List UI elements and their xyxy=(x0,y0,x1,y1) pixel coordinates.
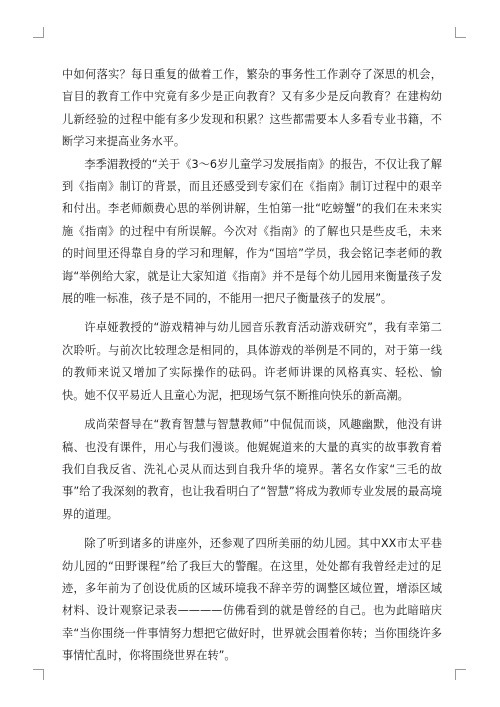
paragraph-cheng-shangrong-talk: 成尚荣督导在“教育智慧与智慧教师”中侃侃而谈，风趣幽默，他没有讲稿、也没有课件，用心与我们漫谈。他娓娓道来的大量的真实的故事教育着我们自我反省、洗礼心灵从而达到自我升华的境界。著名女作家“三毛的故事”给了我深刻的教育，也让我看明白了“智慧”将成为教师专业发展的最高境界的道理。 xyxy=(62,418,442,521)
crop-mark-bottom-right xyxy=(455,669,466,680)
paragraph-kindergarten-visits: 除了听到诸多的讲座外，还参观了四所美丽的幼儿园。其中XX市太平巷幼儿园的“田野课程”给了我巨大的警醒。在这里，处处都有我曾经走过的足迹，多年前为了创设优质的区域环境我不辞辛劳的调整区域位置，增添区域材料、设计观察记录表————仿佛看到的就是曾经的自己。也为此暗暗庆幸“当你围绕一件事情努力想把它做好时，世界就会围着你转；当你围绕许多事情忙乱时，你将围绕世界在转”。 xyxy=(62,537,442,663)
paragraph-gap xyxy=(62,407,442,414)
paragraph-xu-zhuoya-lecture: 许卓娅教授的“游戏精神与幼儿园音乐教育活动游戏研究”，我有幸第二次聆听。与前次比较理念是相同的，具体游戏的举例是不同的，对于第一线的教师来说又增加了实际操作的砝码。许老师讲课的风格真实、轻松、愉快。她不仅平易近人且童心为泥，把现场气氛不断推向快乐的新高潮。 xyxy=(62,321,442,402)
crop-mark-bottom-left xyxy=(33,669,44,680)
paragraph-li-jimei-lecture: 李季湄教授的“关于《3～6岁儿童学习发展指南》的报告，不仅让我了解到《指南》制订的背景，而且还感受到专家们在《指南》制订过程中的艰辛和付出。李老师颇费心思的举例讲解，生怕第一批“吃螃蟹”的我们在未来实施《指南》的过程中有所误解。今次对《指南》的了解也只是些皮毛，未来的时间里还得靠自身的学习和理解，作为“国培”学员，我会铭记李老师的教诲“举例给大家，就是让大家知道《指南》并不是每个幼儿园用来衡量孩子发展的唯一标准，孩子是不同的，不能用一把尺子衡量孩子的发展”。 xyxy=(62,157,442,306)
crop-mark-top-left xyxy=(33,27,44,38)
crop-mark-top-right xyxy=(455,27,466,38)
paragraph-continuation: 中如何落实？每日重复的做着工作，繁杂的事务性工作剥夺了深思的机会，盲目的教育工作中究竟有多少是正向教育？又有多少是反向教育？在建构幼儿新经验的过程中能有多少发现和积累？这些都需要本人多看专业书籍，不断学习来提高业务水平。 xyxy=(62,68,442,149)
paragraph-gap xyxy=(62,310,442,317)
paragraph-gap xyxy=(62,526,442,533)
document-body xyxy=(62,64,442,668)
